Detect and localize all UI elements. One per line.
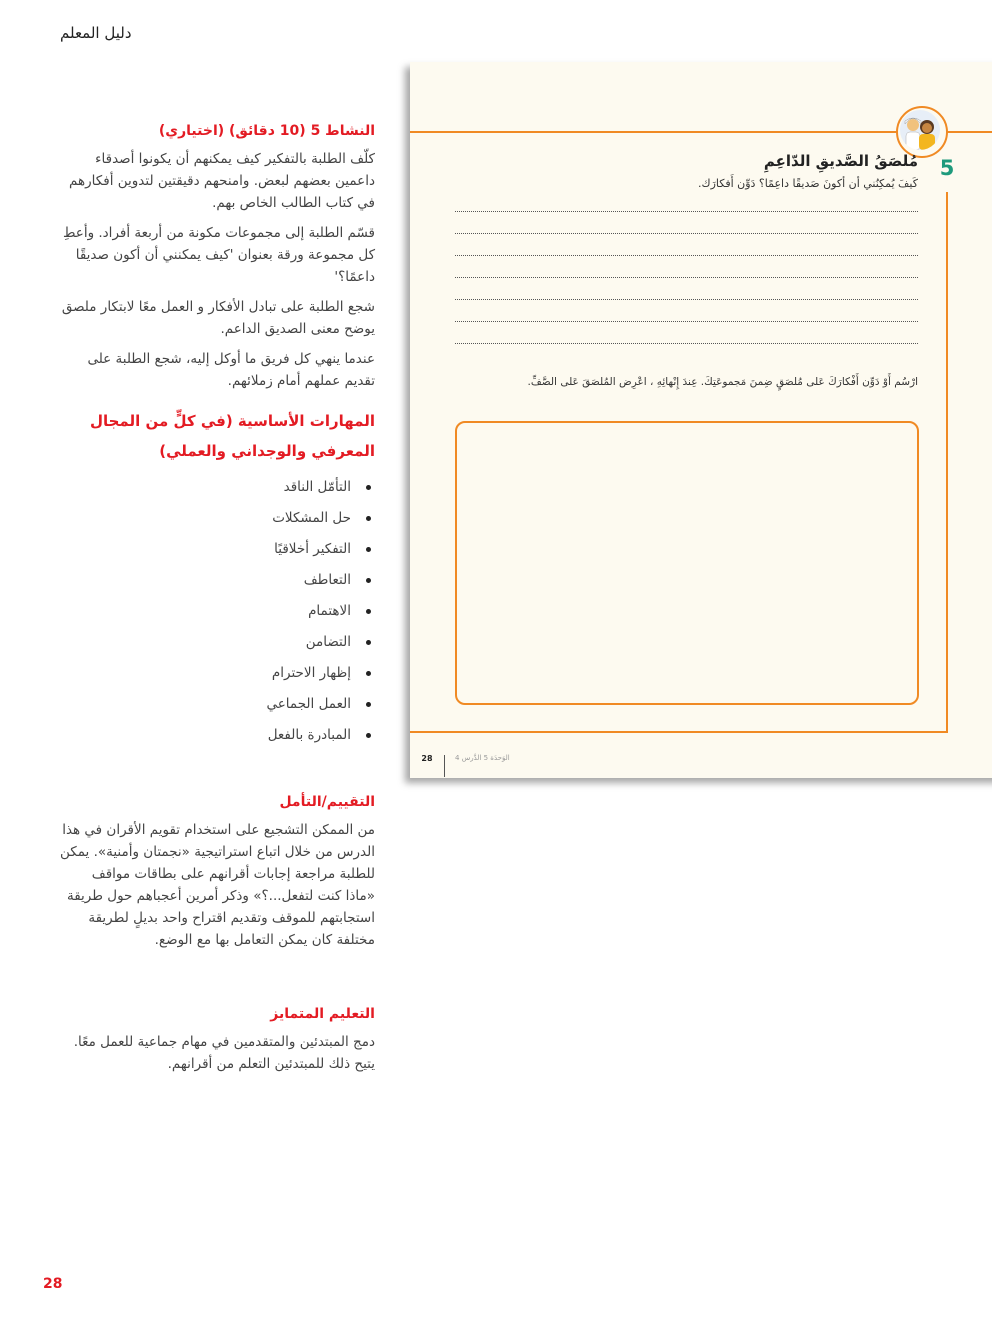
- skill-item: الاهتمام: [60, 596, 375, 627]
- writing-line[interactable]: [455, 343, 918, 344]
- writing-line[interactable]: [455, 299, 918, 300]
- writing-line[interactable]: [455, 211, 918, 212]
- skill-item: التأمّل الناقد: [60, 472, 375, 503]
- teacher-notes-column: [60, 120, 375, 1083]
- poster-instruction: ارْسُم أَوْ دَوِّن أَفْكارَكَ عَلى مُلصَقٍ ضِمنَ مَجموعَتِكَ. عِندَ إِنْهائِهِ ، اعْرِض المُلصَقَ عَلى الصَّفِّ.: [527, 376, 918, 388]
- skill-item: التفكير أخلاقيًا: [60, 534, 375, 565]
- skills-title: المهارات الأساسية (في كلٍّ من المجال المعرفي والوجداني والعملي): [89, 412, 375, 460]
- workbook-title: مُلصَقُ الصَّديقِ الدّاعِمِ: [763, 152, 918, 170]
- assessment-text: من الممكن التشجيع على استخدام تقويم الأقران في هذا الدرس من خلال اتباع استراتيجية «نجمتان وأمنية». يمكن للطلبة مراجعة إجابات أقرانهم على بطاقات مواقف «ماذا كنت لتفعل...؟» وذكر أمرين أعجباهم حول طريقة استجابتهم للموقف وتقديم اقتراح واحد بديلٍ لطريقة مختلفة كان يمكن التعامل بها مع الوضع.: [59, 822, 375, 948]
- student-workbook-page: [410, 62, 992, 778]
- workbook-footer: الوَحدَة 5 الدَّرس 4: [455, 754, 510, 762]
- skill-item: التضامن: [60, 627, 375, 658]
- activity-paragraph: شجع الطلبة على تبادل الأفكار و العمل معًا لابتكار ملصق يوضح معنى الصديق الداعم.: [61, 299, 375, 337]
- writing-line[interactable]: [455, 233, 918, 234]
- skill-item: المبادرة بالفعل: [60, 720, 375, 751]
- bottom-rule: [410, 731, 948, 733]
- skill-item: إظهار الاحترام: [60, 658, 375, 689]
- skill-item: التعاطف: [60, 565, 375, 596]
- footer-divider: [444, 755, 445, 777]
- header-rule: [410, 131, 898, 133]
- workbook-prompt: كَيفَ يُمكِنُني أن أكونَ صَديقًا داعِمًا؟ دَوِّن أَفكارَك.: [698, 177, 918, 190]
- workbook-page-number: 28: [421, 754, 433, 763]
- header-title: دليل المعلم: [60, 24, 132, 42]
- skills-list: [60, 472, 375, 751]
- assessment-title: التقييم/التأمل: [279, 794, 375, 810]
- skill-item: العمل الجماعي: [60, 689, 375, 720]
- page-number: 28: [43, 1276, 63, 1292]
- poster-drawing-box[interactable]: [455, 421, 919, 705]
- lesson-number: 5: [939, 156, 955, 180]
- writing-line[interactable]: [455, 277, 918, 278]
- differentiation-text: دمج المبتدئين والمتقدمين في مهام جماعية للعمل معًا. يتيح ذلك للمبتدئين التعلم من أقرانهم.: [73, 1034, 375, 1072]
- characters-avatar: [900, 110, 940, 150]
- activity-paragraph: قسّم الطلبة إلى مجموعات مكونة من أربعة أفراد. وأعطِ كل مجموعة ورقة بعنوان 'كيف يمكنني أن أكون صديقًا داعمًا؟': [62, 225, 375, 285]
- writing-line[interactable]: [455, 255, 918, 256]
- writing-line[interactable]: [455, 321, 918, 322]
- differentiation-title: التعليم المتمايز: [270, 1006, 375, 1022]
- skill-item: حل المشكلات: [60, 503, 375, 534]
- activity-paragraph: كلّف الطلبة بالتفكير كيف يمكنهم أن يكونوا أصدقاء داعمين بعضهم لبعض. وامنحهم دقيقتين لتدوين أفكارهم في كتاب الطالب الخاص بهم.: [69, 151, 375, 211]
- activity-title: النشاط 5 (10 دقائق) (اختياري): [158, 123, 375, 139]
- header-rule: [946, 131, 992, 133]
- side-rule: [946, 192, 948, 732]
- activity-paragraph: عندما ينهي كل فريق ما أوكل إليه، شجع الطلبة على تقديم عملهم أمام زملائهم.: [87, 351, 375, 389]
